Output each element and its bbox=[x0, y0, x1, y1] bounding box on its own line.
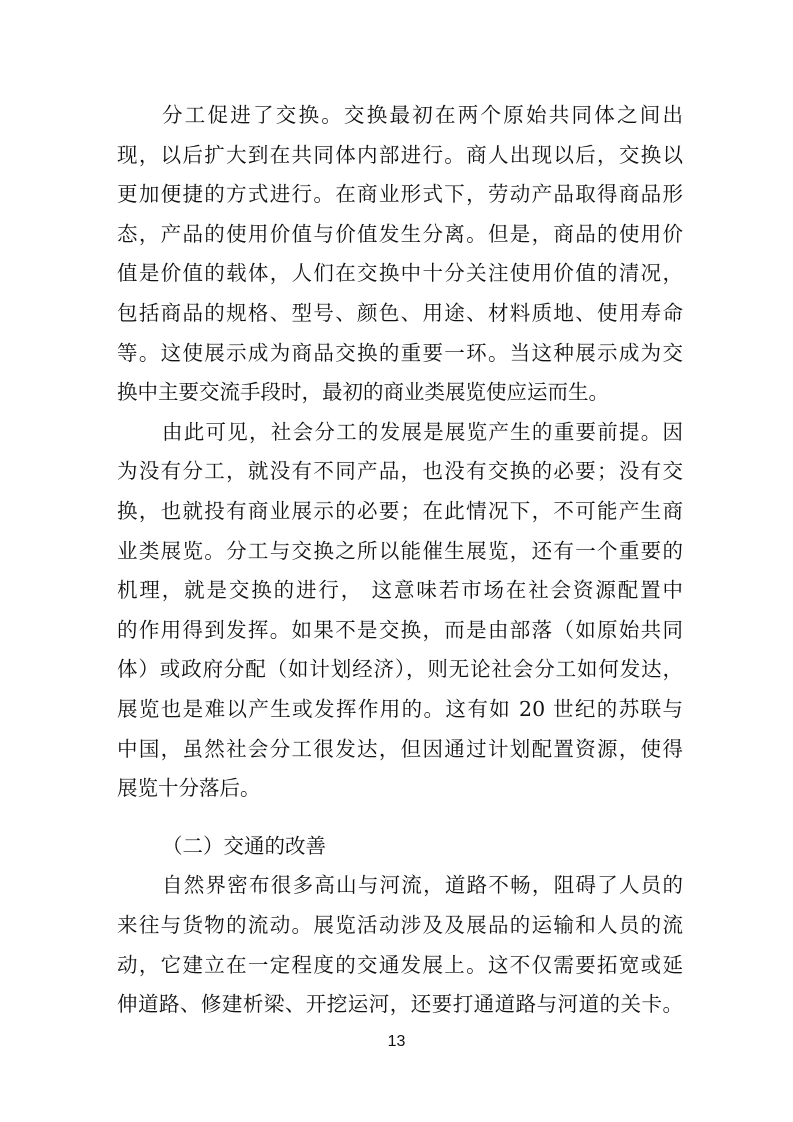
text-line: 换，也就投有商业展示的必要；在此情况下，不可能产生商 bbox=[117, 499, 683, 523]
text-line: 展览十分落后。 bbox=[117, 776, 261, 800]
text-line: 换中主要交流手段时，最初的商业类展览使应运而生。 bbox=[117, 380, 609, 404]
section-heading: （二）交通的改善 bbox=[162, 834, 326, 858]
text-line: 中国，虽然社会分工很发达，但因通过计划配置资源，使得 bbox=[117, 737, 683, 761]
text-line: 由此可见，社会分工的发展是展览产生的重要前提。因 bbox=[162, 420, 683, 444]
text-line: 更加便捷的方式进行。在商业形式下，劳动产品取得商品形 bbox=[117, 182, 683, 206]
text-line: 态，产品的使用价值与价值发生分离。但是，商品的使用价 bbox=[117, 222, 683, 246]
text-line: 业类展览。分工与交换之所以能催生展览，还有一个重要的 bbox=[117, 539, 683, 563]
text-line: 自然界密布很多高山与河流，道路不畅，阻碍了人员的 bbox=[162, 873, 683, 897]
page-number: 13 bbox=[387, 1033, 406, 1050]
text-line: 值是价值的载体，人们在交换中十分关注使用价值的清况， bbox=[117, 261, 683, 285]
text-line: 分工促进了交换。交换最初在两个原始共同体之间出 bbox=[162, 103, 683, 127]
text-line: 来往与货物的流动。展览活动涉及及展品的运输和人员的流 bbox=[117, 913, 683, 937]
text-line: 的作用得到发挥。如果不是交换，而是由部落（如原始共同 bbox=[117, 618, 683, 642]
text-line: 展览也是难以产生或发挥作用的。这有如 20 世纪的苏联与 bbox=[117, 697, 683, 721]
text-line: 伸道路、修建析梁、开挖运河，还要打通道路与河道的关卡。 bbox=[117, 992, 683, 1016]
text-line: 为没有分工，就没有不同产品，也没有交换的必要；没有交 bbox=[117, 459, 683, 483]
text-line: 体）或政府分配（如计划经济），则无论社会分工如何发达， bbox=[117, 657, 683, 681]
text-line: 等。这使展示成为商品交换的重要一环。当这种展示成为交 bbox=[117, 341, 683, 365]
text-line: 现，以后扩大到在共同体内部进行。商人出现以后，交换以 bbox=[117, 143, 683, 167]
text-line: 机理，就是交换的进行， 这意味若市场在社会资源配置中 bbox=[117, 578, 683, 602]
text-line: 动，它建立在一定程度的交通发展上。这不仅需要拓宽或延 bbox=[117, 953, 683, 977]
text-line: 包括商品的规格、型号、颜色、用途、材料质地、使用寿命 bbox=[117, 301, 683, 325]
